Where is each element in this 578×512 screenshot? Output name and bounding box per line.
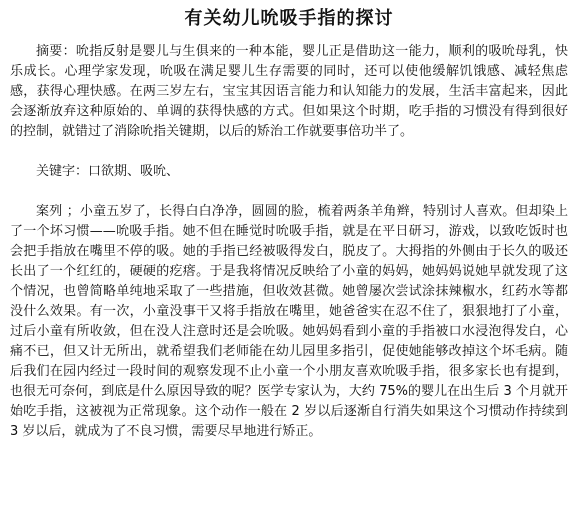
case-paragraph: 案列 ；小童五岁了，长得白白净净，圆圆的脸，梳着两条羊角辫，特别讨人喜欢。但却染上了一个坏习惯——吮吸手指。她不但在睡觉时吮吸手指，就是在平日研习，游戏，以致吃饭时也会把手指放在嘴里不停的吸。她的手指已经被吸得发白，脱皮了。大拇指的外侧由于长久的吸还长出了一个红红的，硬硬的疙瘩。于是我将情况反映给了小童的妈妈，她妈妈说她早就发现了这个情况，也曾简略单纯地采取了一些措施，但收效甚微。她曾屡次尝试涂抹辣椒水，红药水等都没什么效果。有一次，小童没事干又将手指放在嘴里，她爸爸实在忍不住了，狠狠地打了小童，过后小童有所收敛，但在没人注意时还是会吮吸。她妈妈看到小童的手指被口水浸泡得发白，心痛不已，但又计无所出，就希望我们老师能在幼儿园里多指引，促使她能够改掉这个坏毛病。随后我们在园内经过一段时间的观察发现不止小童一个小朋友喜欢吮吸手指，很多家长也有提到，也很无可奈何，到底是什么原因导致的呢？医学专家认为，大约 75%的婴儿在出生后 3 个月就开始吃手指，这被视为正常现象。这个动作一般在 2 岁以后逐渐自行消失如果这个习惯动作持续到 3 岁以后，就成为了不良习惯，需要尽早地进行矫正。 [10, 204, 568, 439]
paragraph-gap [10, 142, 568, 162]
document-title: 有关幼儿吮吸手指的探讨 [184, 8, 394, 29]
abstract-paragraph: 摘要：吮指反射是婴儿与生俱来的一种本能，婴儿正是借助这一能力，顺利的吸吮母乳，快乐成长。心理学家发现，吮吸在满足婴儿生存需要的同时，还可以使他缓解饥饿感、减轻焦虑感，获得心理快感。在两三岁左右，宝宝其因语言能力和认知能力的发展，生活丰富起来，因此会逐渐放弃这种原始的、单调的获得快感的方式。但如果这个时期，吃手指的习惯没有得到很好的控制，就错过了消除吮指关键期，以后的矫治工作就要事倍功半了。 [10, 44, 568, 139]
keywords-line: 关键字：口欲期、吸吮、 [36, 164, 180, 179]
paragraph-gap [10, 182, 568, 202]
